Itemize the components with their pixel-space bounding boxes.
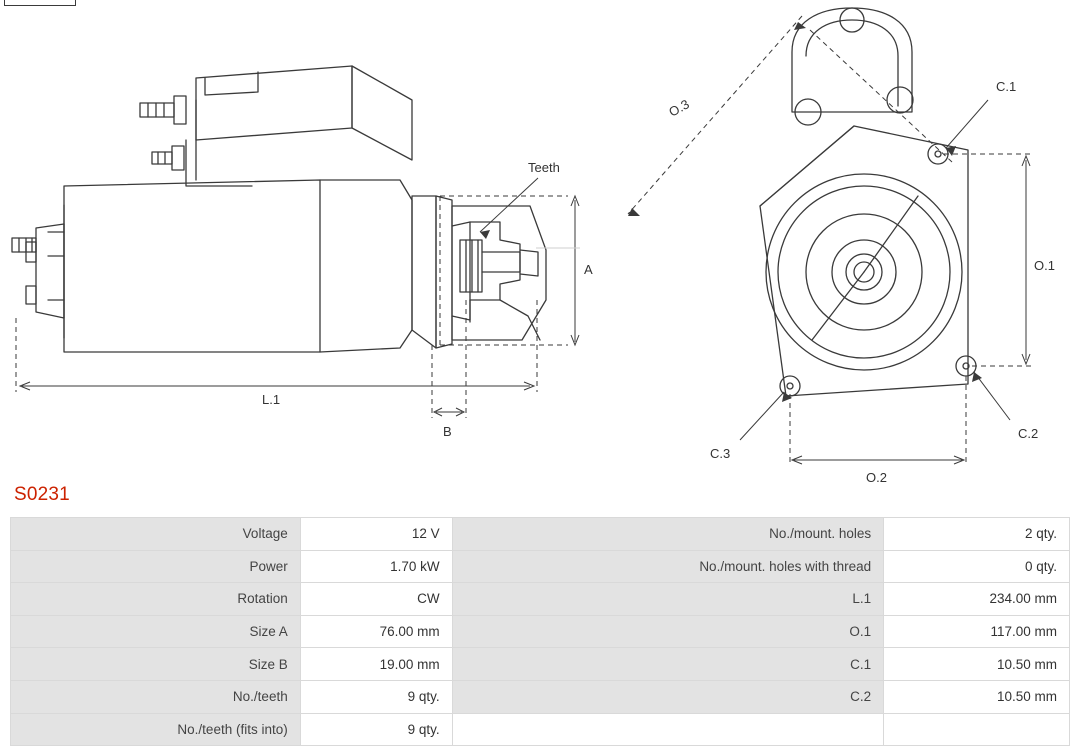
spec-label: Power (11, 550, 301, 583)
spec-value: 9 qty. (300, 680, 452, 713)
table-row (11, 713, 1070, 746)
spec-label: Size B (11, 648, 301, 681)
spec-value: 0 qty. (884, 550, 1070, 583)
spec-label: C.1 (452, 648, 884, 681)
spec-empty-cell (452, 713, 884, 746)
spec-label: L.1 (452, 583, 884, 616)
table-row (11, 518, 1070, 551)
label-size-a: A (584, 262, 593, 277)
table-row (11, 583, 1070, 616)
spec-label: C.2 (452, 680, 884, 713)
spec-empty-cell (884, 713, 1070, 746)
spec-value: 76.00 mm (300, 615, 452, 648)
specifications-table (10, 517, 1070, 746)
table-row (11, 615, 1070, 648)
spec-value: 2 qty. (884, 518, 1070, 551)
spec-label: No./mount. holes with thread (452, 550, 884, 583)
spec-label: No./teeth (11, 680, 301, 713)
table-row (11, 550, 1070, 583)
spec-label: No./teeth (fits into) (11, 713, 301, 746)
spec-value: 234.00 mm (884, 583, 1070, 616)
spec-value: 1.70 kW (300, 550, 452, 583)
part-code: S0231 (14, 484, 70, 505)
spec-value: 10.50 mm (884, 648, 1070, 681)
label-teeth: Teeth (528, 160, 560, 175)
spec-value: 12 V (300, 518, 452, 551)
spec-value: 9 qty. (300, 713, 452, 746)
spec-value: CW (300, 583, 452, 616)
label-o1: O.1 (1034, 258, 1055, 273)
spec-label: O.1 (452, 615, 884, 648)
spec-label: Rotation (11, 583, 301, 616)
label-c3: C.3 (710, 446, 731, 461)
label-l1: L.1 (262, 392, 281, 407)
spec-value: 117.00 mm (884, 615, 1070, 648)
spec-label: No./mount. holes (452, 518, 884, 551)
table-row (11, 648, 1070, 681)
label-o3: O.3 (666, 96, 692, 120)
label-size-b: B (443, 424, 452, 439)
table-row (11, 680, 1070, 713)
label-o2: O.2 (866, 470, 887, 485)
label-c2: C.2 (1018, 426, 1039, 441)
spec-value: 19.00 mm (300, 648, 452, 681)
spec-value: 10.50 mm (884, 680, 1070, 713)
spec-label: Size A (11, 615, 301, 648)
label-c1: C.1 (996, 79, 1017, 94)
spec-label: Voltage (11, 518, 301, 551)
